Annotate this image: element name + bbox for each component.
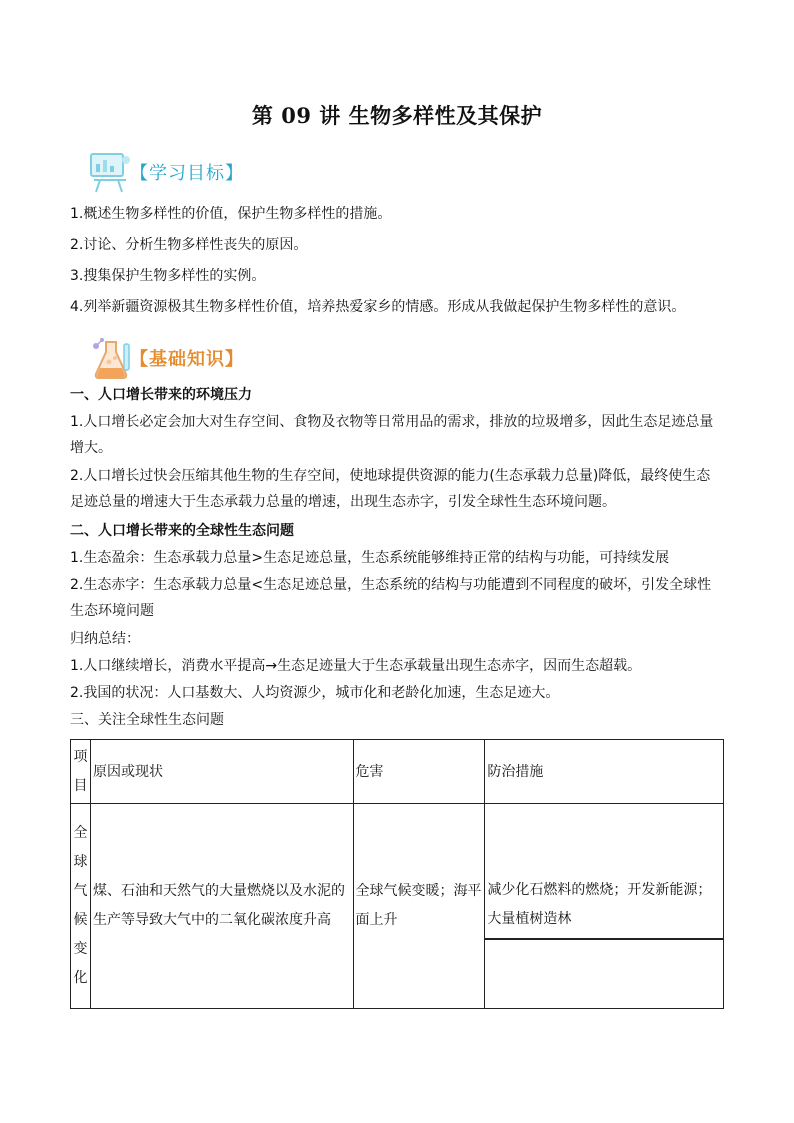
goal-item-3: 3.搜集保护生物多样性的实例。 bbox=[70, 268, 266, 284]
goal-item-4: 4.列举新疆资源极其生物多样性价值，培养热爱家乡的情感。形成从我做起保护生物多样性的意识。 bbox=[70, 299, 686, 315]
flask-icon bbox=[88, 336, 134, 380]
row-harm: 全球气候变暖；海平面上升 bbox=[353, 804, 485, 1009]
section2-paragraph-1: 1.生态盈余：生态承载力总量>生态足迹总量，生态系统能够维持正常的结构与功能，可持续发展 bbox=[70, 550, 670, 566]
row-cause: 煤、石油和天然气的大量燃烧以及水泥的生产等导致大气中的二氧化碳浓度升高 bbox=[90, 804, 353, 1009]
page-title: 第 09 讲 生物多样性及其保护 bbox=[251, 103, 543, 128]
header-harm: 危害 bbox=[353, 740, 485, 804]
row-measure: 减少化石燃料的燃烧；开发新能源；大量植树造林 bbox=[485, 804, 724, 939]
row-item-climate-change: 全球气候变化 bbox=[71, 804, 91, 1009]
section1-paragraph-1: 1.人口增长必定会加大对生存空间、食物及衣物等日常用品的需求，排放的垃圾增多，因此生态足迹总量增大。 bbox=[70, 414, 714, 456]
table-header-row bbox=[71, 740, 724, 804]
section2-paragraph-2: 2.生态赤字：生态承载力总量<生态足迹总量，生态系统的结构与功能遭到不同程度的破坏，引发全球性生态环境问题 bbox=[70, 577, 712, 619]
goals-section-label: 【学习目标】 bbox=[130, 163, 244, 184]
basics-section-label: 【基础知识】 bbox=[130, 349, 244, 370]
ecological-issues-table bbox=[70, 739, 724, 1009]
presentation-board-icon bbox=[88, 150, 134, 194]
section2-heading: 二、人口增长带来的全球性生态问题 bbox=[70, 523, 294, 539]
table-row bbox=[71, 804, 724, 939]
goal-item-1: 1.概述生物多样性的价值，保护生物多样性的措施。 bbox=[70, 206, 392, 222]
summary-item-2: 2.我国的状况：人口基数大、人均资源少，城市化和老龄化加速，生态足迹大。 bbox=[70, 685, 560, 701]
summary-label: 归纳总结： bbox=[70, 631, 140, 647]
goal-item-2: 2.讨论、分析生物多样性丧失的原因。 bbox=[70, 237, 308, 253]
section1-paragraph-2: 2.人口增长过快会压缩其他生物的生存空间，使地球提供资源的能力(生态承载力总量)降低，最终使生态足迹总量的增速大于生态承载力总量的增速，出现生态赤字，引发全球性生态环境问题。 bbox=[70, 468, 711, 510]
basics-section-header bbox=[88, 338, 244, 378]
summary-item-1: 1.人口继续增长，消费水平提高→生态足迹量大于生态承载量出现生态赤字，因而生态超载。 bbox=[70, 658, 642, 674]
header-cause: 原因或现状 bbox=[90, 740, 353, 804]
header-measure: 防治措施 bbox=[485, 740, 724, 804]
section1-heading: 一、人口增长带来的环境压力 bbox=[70, 387, 252, 403]
section3-heading: 三、关注全球性生态问题 bbox=[70, 712, 224, 728]
goals-section-header bbox=[88, 152, 244, 192]
header-item: 项目 bbox=[71, 740, 91, 804]
empty-cell bbox=[485, 939, 724, 1009]
